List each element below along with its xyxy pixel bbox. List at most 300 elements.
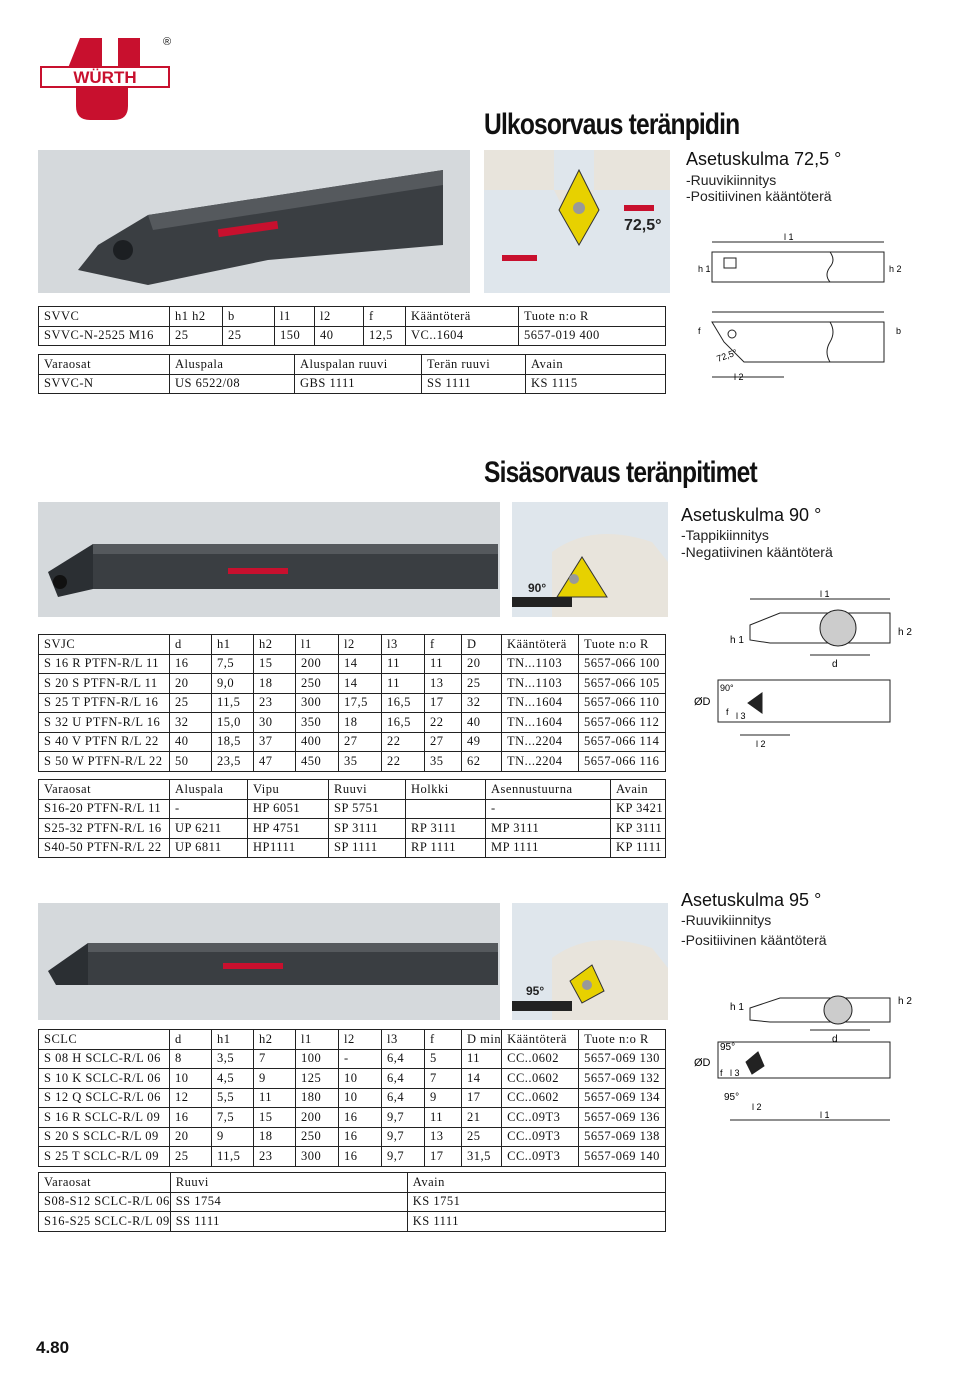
col-header: Kääntöterä [406, 307, 519, 327]
table-cell: 9 [254, 1069, 296, 1089]
col-header: D min [462, 1030, 502, 1050]
table-cell: 27 [339, 732, 382, 752]
table-row [39, 838, 666, 858]
col-header: l2 [339, 1030, 382, 1050]
table-cell: 12,5 [364, 326, 406, 346]
col-header: Aluspala [170, 780, 248, 800]
table-cell: 14 [462, 1069, 502, 1089]
table-cell: TN...1103 [502, 674, 579, 694]
section1-insert-photo [484, 150, 670, 293]
table-cell: - [170, 799, 248, 819]
col-header: l1 [275, 307, 315, 327]
s3-dim-d: d [832, 1034, 838, 1045]
s3-dim-h2: h 2 [898, 996, 912, 1007]
table-cell: 6,4 [382, 1049, 425, 1069]
table-cell: 16 [339, 1127, 382, 1147]
table-cell: HP 6051 [248, 799, 329, 819]
table-cell: S 20 S SCLC-R/L 09 [39, 1127, 170, 1147]
table-cell: 25 [170, 693, 212, 713]
table-cell: 25 [170, 326, 223, 346]
table-cell: KS 1111 [407, 1212, 665, 1232]
table-cell: CC..0602 [502, 1088, 579, 1108]
table-cell: GBS 1111 [295, 374, 422, 394]
table-cell: 30 [254, 713, 296, 733]
table-cell: 5657-066 116 [579, 752, 666, 772]
table-cell: 180 [296, 1088, 339, 1108]
s2-dim-h1: h 1 [730, 635, 744, 646]
table-cell: S 25 T PTFN-R/L 16 [39, 693, 170, 713]
table-cell: MP 1111 [486, 838, 611, 858]
table-cell: 17 [425, 693, 462, 713]
table-cell: 25 [170, 1147, 212, 1167]
table-cell: UP 6211 [170, 819, 248, 839]
section1-spare-parts-table [38, 354, 666, 394]
s2-dim-angle: 90° [720, 683, 734, 693]
table-header-row [39, 635, 666, 655]
col-header: Holkki [406, 780, 486, 800]
table-cell: 23 [254, 1147, 296, 1167]
table-row [39, 1108, 666, 1128]
col-header: Ruuvi [329, 780, 406, 800]
table-cell: 5657-069 138 [579, 1127, 666, 1147]
table-cell: US 6522/08 [170, 374, 295, 394]
section1-photo-angle: 72,5° [624, 217, 662, 234]
col-header: h1 [212, 1030, 254, 1050]
col-header: Aluspala [170, 355, 295, 375]
col-header: Tuote n:o R [579, 635, 666, 655]
table-cell: S 08 H SCLC-R/L 06 [39, 1049, 170, 1069]
table-cell: KP 3111 [611, 819, 666, 839]
table-row [39, 1147, 666, 1167]
s1-dim-f: f [698, 326, 701, 336]
col-header: b [223, 307, 275, 327]
col-header: l3 [382, 635, 425, 655]
table-cell: TN...1604 [502, 693, 579, 713]
table-cell: 10 [170, 1069, 212, 1089]
col-header: Varaosat [39, 1173, 171, 1193]
table-cell: KP 3421 [611, 799, 666, 819]
table-cell: 40 [315, 326, 364, 346]
table-cell: 7 [425, 1069, 462, 1089]
table-cell: 16,5 [382, 713, 425, 733]
table-cell: 5657-069 136 [579, 1108, 666, 1128]
col-header: Varaosat [39, 355, 170, 375]
col-header: l1 [296, 635, 339, 655]
section2-photo-angle: 90° [528, 581, 547, 595]
table-cell: 5657-069 134 [579, 1088, 666, 1108]
table-cell: 13 [425, 674, 462, 694]
col-header: Tuote n:o R [579, 1030, 666, 1050]
registered-mark: ® [163, 36, 172, 48]
s3-dim-angle-bottom: 95° [724, 1092, 740, 1103]
table-row [39, 799, 666, 819]
table-row [39, 1127, 666, 1147]
table-cell: 11 [425, 654, 462, 674]
table-cell: 32 [170, 713, 212, 733]
table-cell: SP 3111 [329, 819, 406, 839]
table-cell: 200 [296, 1108, 339, 1128]
table-cell: 100 [296, 1049, 339, 1069]
col-header: l3 [382, 1030, 425, 1050]
s2-dim-D: ØD [694, 696, 711, 708]
table-cell: 5657-066 100 [579, 654, 666, 674]
table-cell: KS 1751 [407, 1192, 665, 1212]
table-row [39, 654, 666, 674]
col-header: h1 h2 [170, 307, 223, 327]
table-cell: MP 3111 [486, 819, 611, 839]
col-header: l2 [315, 307, 364, 327]
section2-insert-photo [512, 502, 668, 617]
table-cell: 21 [462, 1108, 502, 1128]
section3-product-table [38, 1029, 666, 1167]
table-cell: 27 [425, 732, 462, 752]
table-cell: - [339, 1049, 382, 1069]
table-cell: 49 [462, 732, 502, 752]
section3-dimension-drawing [690, 980, 922, 1130]
s2-dim-h2: h 2 [898, 627, 912, 638]
col-header: f [364, 307, 406, 327]
table-row [39, 1049, 666, 1069]
table-cell: 350 [296, 713, 339, 733]
section1-dimension-drawing [684, 222, 916, 394]
table-cell: TN...2204 [502, 732, 579, 752]
table-cell: RP 3111 [406, 819, 486, 839]
table-cell: SS 1754 [170, 1192, 407, 1212]
table-row [39, 1192, 666, 1212]
table-cell: SP 5751 [329, 799, 406, 819]
table-cell: S 40 V PTFN R/L 22 [39, 732, 170, 752]
table-cell: 16 [170, 654, 212, 674]
table-cell: S08-S12 SCLC-R/L 06 [39, 1192, 171, 1212]
table-cell: 40 [462, 713, 502, 733]
table-cell: 18,5 [212, 732, 254, 752]
table-cell: 4,5 [212, 1069, 254, 1089]
table-row [39, 713, 666, 733]
section2-title: Sisäsorvaus teränpitimet [484, 456, 757, 489]
table-cell [406, 799, 486, 819]
section1-angle-title: Asetuskulma 72,5 ° [686, 149, 842, 169]
table-cell: 3,5 [212, 1049, 254, 1069]
table-cell: SS 1111 [422, 374, 526, 394]
table-cell: CC..09T3 [502, 1108, 579, 1128]
col-header: d [170, 1030, 212, 1050]
section1-product-table [38, 306, 666, 346]
col-header: h2 [254, 1030, 296, 1050]
section3-photo-angle: 95° [526, 984, 545, 998]
table-cell: 5657-066 114 [579, 732, 666, 752]
table-header-row [39, 1173, 666, 1193]
table-cell: 250 [296, 674, 339, 694]
table-cell: S 16 R PTFN-R/L 11 [39, 654, 170, 674]
table-cell: CC..0602 [502, 1049, 579, 1069]
table-cell: 14 [339, 674, 382, 694]
section1-tool-photo [38, 150, 470, 293]
table-cell: 250 [296, 1127, 339, 1147]
wurth-logo [40, 36, 170, 126]
col-header: Ruuvi [170, 1173, 407, 1193]
table-cell: 23,5 [212, 752, 254, 772]
table-row [39, 732, 666, 752]
table-cell: 50 [170, 752, 212, 772]
s3-dim-D: ØD [694, 1057, 711, 1069]
table-cell: 25 [462, 674, 502, 694]
table-cell: 6,4 [382, 1088, 425, 1108]
table-cell: VC..1604 [406, 326, 519, 346]
table-cell: S 32 U PTFN-R/L 16 [39, 713, 170, 733]
section3-insert-photo [512, 903, 668, 1020]
table-cell: 7,5 [212, 1108, 254, 1128]
col-header: Vipu [248, 780, 329, 800]
s1-dim-h1: h 1 [698, 264, 711, 274]
table-cell: 9,7 [382, 1147, 425, 1167]
table-cell: 22 [382, 732, 425, 752]
table-cell: 62 [462, 752, 502, 772]
table-cell: 11,5 [212, 693, 254, 713]
table-row [39, 1212, 666, 1232]
s1-dim-b: b [896, 326, 902, 336]
table-cell: 200 [296, 654, 339, 674]
table-cell: 9 [212, 1127, 254, 1147]
table-cell: 5657-066 105 [579, 674, 666, 694]
table-cell: 15 [254, 654, 296, 674]
section2-angle-title: Asetuskulma 90 ° [681, 505, 822, 525]
table-cell: 400 [296, 732, 339, 752]
table-cell: 23 [254, 693, 296, 713]
table-cell: 9,7 [382, 1108, 425, 1128]
table-cell: CC..0602 [502, 1069, 579, 1089]
table-cell: 17 [462, 1088, 502, 1108]
col-header: Avain [526, 355, 666, 375]
table-cell: 14 [339, 654, 382, 674]
table-cell: 9,0 [212, 674, 254, 694]
table-cell: KS 1115 [526, 374, 666, 394]
table-header-row [39, 307, 666, 327]
table-cell: 22 [425, 713, 462, 733]
table-cell: KP 1111 [611, 838, 666, 858]
col-header: Tuote n:o R [519, 307, 666, 327]
page-number: 4.80 [36, 1338, 70, 1357]
col-header: l2 [339, 635, 382, 655]
table-cell: 18 [254, 1127, 296, 1147]
col-header: Avain [407, 1173, 665, 1193]
table-cell: 5,5 [212, 1088, 254, 1108]
table-cell: 300 [296, 693, 339, 713]
table-cell: 11,5 [212, 1147, 254, 1167]
table-cell: 25 [462, 1127, 502, 1147]
table-cell: 37 [254, 732, 296, 752]
col-header: Varaosat [39, 780, 170, 800]
table-cell: 16 [170, 1108, 212, 1128]
s1-dim-l2: l 2 [734, 372, 744, 382]
table-header-row [39, 780, 666, 800]
table-cell: CC..09T3 [502, 1127, 579, 1147]
table-cell: 35 [425, 752, 462, 772]
section1-title: Ulkosorvaus teränpidin [484, 108, 740, 141]
section3-feature-2: -Positiivinen kääntöterä [681, 932, 827, 948]
col-header: l1 [296, 1030, 339, 1050]
table-cell: 16 [339, 1147, 382, 1167]
col-header: D [462, 635, 502, 655]
table-cell: S16-S25 SCLC-R/L 09 [39, 1212, 171, 1232]
s3-dim-l3: l 3 [730, 1068, 740, 1078]
table-cell: 7,5 [212, 654, 254, 674]
table-cell: S16-20 PTFN-R/L 11 [39, 799, 170, 819]
table-cell: SP 1111 [329, 838, 406, 858]
table-row [39, 1069, 666, 1089]
section2-tool-photo [38, 502, 500, 617]
table-row [39, 752, 666, 772]
table-header-row [39, 1030, 666, 1050]
section3-tool-photo [38, 903, 500, 1020]
table-row [39, 374, 666, 394]
table-cell: 20 [170, 1127, 212, 1147]
table-cell: 11 [382, 654, 425, 674]
table-cell: 10 [339, 1088, 382, 1108]
table-cell: TN...1103 [502, 654, 579, 674]
table-cell: 20 [170, 674, 212, 694]
table-cell: 150 [275, 326, 315, 346]
table-cell: S 10 K SCLC-R/L 06 [39, 1069, 170, 1089]
s3-dim-f: f [720, 1068, 723, 1078]
col-header: Kääntöterä [502, 1030, 579, 1050]
table-cell: UP 6811 [170, 838, 248, 858]
col-header: h2 [254, 635, 296, 655]
s1-dim-l1: l 1 [784, 232, 794, 242]
col-header: Kääntöterä [502, 635, 579, 655]
s2-dim-l2: l 2 [756, 739, 766, 749]
s3-dim-l2: l 2 [752, 1102, 762, 1112]
table-cell: 125 [296, 1069, 339, 1089]
table-cell: TN...1604 [502, 713, 579, 733]
table-cell: S 12 Q SCLC-R/L 06 [39, 1088, 170, 1108]
table-cell: 13 [425, 1127, 462, 1147]
table-cell: TN...2204 [502, 752, 579, 772]
table-row [39, 326, 666, 346]
table-cell: 12 [170, 1088, 212, 1108]
table-cell: S 25 T SCLC-R/L 09 [39, 1147, 170, 1167]
table-cell: 11 [382, 674, 425, 694]
table-cell: 11 [425, 1108, 462, 1128]
s2-dim-d: d [832, 659, 838, 670]
col-header: SVVC [39, 307, 170, 327]
table-cell: 20 [462, 654, 502, 674]
section3-feature-1: -Ruuvikiinnitys [681, 912, 772, 928]
table-cell: 5 [425, 1049, 462, 1069]
table-cell: 5657-069 130 [579, 1049, 666, 1069]
table-cell: 6,4 [382, 1069, 425, 1089]
table-cell: 8 [170, 1049, 212, 1069]
table-cell: HP1111 [248, 838, 329, 858]
table-cell: 18 [339, 713, 382, 733]
s3-dim-h1: h 1 [730, 1002, 744, 1013]
col-header: f [425, 1030, 462, 1050]
table-cell: 16 [339, 1108, 382, 1128]
table-cell: 9 [425, 1088, 462, 1108]
table-cell: 25 [223, 326, 275, 346]
table-cell: S25-32 PTFN-R/L 16 [39, 819, 170, 839]
section2-spare-parts-table [38, 779, 666, 858]
table-cell: S 50 W PTFN-R/L 22 [39, 752, 170, 772]
table-cell: 5657-066 112 [579, 713, 666, 733]
table-row [39, 674, 666, 694]
section1-feature-2: -Positiivinen kääntöterä [686, 188, 832, 204]
table-cell: S40-50 PTFN-R/L 22 [39, 838, 170, 858]
table-cell: SVVC-N [39, 374, 170, 394]
table-header-row [39, 355, 666, 375]
table-cell: 9,7 [382, 1127, 425, 1147]
table-cell: - [486, 799, 611, 819]
col-header: Asennustuurna [486, 780, 611, 800]
table-row [39, 819, 666, 839]
table-cell: 10 [339, 1069, 382, 1089]
table-cell: 15 [254, 1108, 296, 1128]
table-cell: 32 [462, 693, 502, 713]
s3-dim-l1: l 1 [820, 1110, 830, 1120]
table-cell: 17,5 [339, 693, 382, 713]
col-header: SVJC [39, 635, 170, 655]
table-cell: HP 4751 [248, 819, 329, 839]
section3-angle-title: Asetuskulma 95 ° [681, 890, 822, 910]
col-header: SCLC [39, 1030, 170, 1050]
col-header: Terän ruuvi [422, 355, 526, 375]
table-cell: 11 [254, 1088, 296, 1108]
table-row [39, 1088, 666, 1108]
col-header: h1 [212, 635, 254, 655]
s2-dim-f: f [726, 707, 729, 717]
col-header: f [425, 635, 462, 655]
s2-dim-l3: l 3 [736, 711, 746, 721]
table-cell: 5657-019 400 [519, 326, 666, 346]
s3-dim-angle-top: 95° [720, 1042, 736, 1053]
table-cell: SS 1111 [170, 1212, 407, 1232]
section2-product-table [38, 634, 666, 772]
table-cell: 35 [339, 752, 382, 772]
table-cell: 5657-066 110 [579, 693, 666, 713]
table-cell: 5657-069 132 [579, 1069, 666, 1089]
table-cell: 11 [462, 1049, 502, 1069]
col-header: d [170, 635, 212, 655]
s2-dim-l1: l 1 [820, 589, 830, 599]
table-cell: 300 [296, 1147, 339, 1167]
s1-dim-angle2: 72,5° [715, 347, 739, 364]
table-cell: S 16 R SCLC-R/L 09 [39, 1108, 170, 1128]
table-cell: 31,5 [462, 1147, 502, 1167]
table-cell: 5657-069 140 [579, 1147, 666, 1167]
logo-text: WÜRTH [73, 68, 137, 87]
table-cell: 18 [254, 674, 296, 694]
table-cell: 16,5 [382, 693, 425, 713]
table-cell: 7 [254, 1049, 296, 1069]
col-header: Aluspalan ruuvi [295, 355, 422, 375]
section3-spare-parts-table [38, 1172, 666, 1232]
section2-feature-2: -Negatiivinen kääntöterä [681, 544, 833, 560]
table-cell: 40 [170, 732, 212, 752]
table-cell: RP 1111 [406, 838, 486, 858]
table-cell: CC..09T3 [502, 1147, 579, 1167]
table-cell: 17 [425, 1147, 462, 1167]
table-cell: 450 [296, 752, 339, 772]
table-cell: 15,0 [212, 713, 254, 733]
s1-dim-h2: h 2 [889, 264, 902, 274]
section1-feature-1: -Ruuvikiinnitys [686, 172, 777, 188]
table-cell: SVVC-N-2525 M16 [39, 326, 170, 346]
table-cell: S 20 S PTFN-R/L 11 [39, 674, 170, 694]
section2-feature-1: -Tappikiinnitys [681, 527, 769, 543]
table-cell: 22 [382, 752, 425, 772]
section2-dimension-drawing [690, 585, 922, 760]
col-header: Avain [611, 780, 666, 800]
table-row [39, 693, 666, 713]
